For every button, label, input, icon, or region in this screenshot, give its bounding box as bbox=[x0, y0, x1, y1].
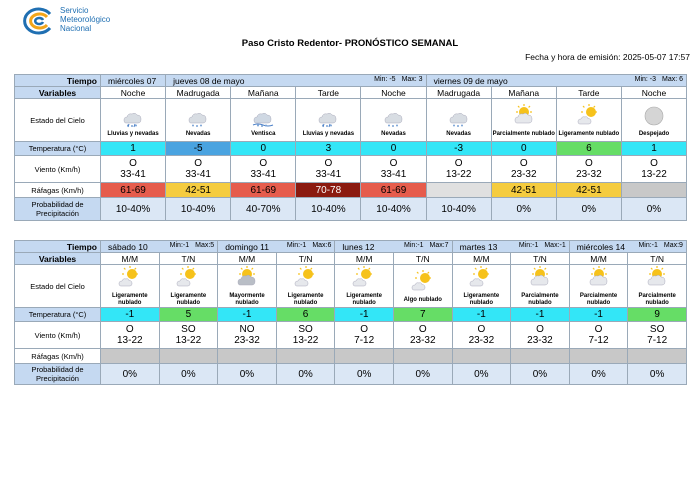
temp-cell: -1 bbox=[218, 308, 277, 322]
wind-cell bbox=[335, 322, 394, 349]
wind-speed: 7-12 bbox=[588, 335, 609, 346]
day-header: martes 13 Max:-1 Min:-1 bbox=[452, 241, 569, 253]
gust-cell bbox=[101, 349, 160, 364]
period-label: M/M bbox=[452, 253, 511, 265]
day-header: miércoles 14 Max:9 Min:-1 bbox=[569, 241, 686, 253]
sky-cell bbox=[276, 265, 335, 308]
wind-speed: 7-12 bbox=[354, 335, 375, 346]
sky-cell bbox=[511, 265, 570, 308]
wind-label: Viento (Km/h) bbox=[15, 322, 101, 349]
wind-speed: 33-41 bbox=[380, 169, 407, 180]
wind-speed: 33-41 bbox=[185, 169, 211, 180]
sky-cell bbox=[159, 265, 218, 308]
wind-cell bbox=[296, 156, 361, 183]
sky-cell bbox=[426, 99, 491, 142]
temp-cell: -1 bbox=[452, 308, 511, 322]
period-label: T/N bbox=[159, 253, 218, 265]
prob-cell: 0% bbox=[101, 364, 160, 385]
wind-cell bbox=[101, 156, 166, 183]
period-label: Madrugada bbox=[426, 87, 491, 99]
gust-cell bbox=[569, 349, 628, 364]
snow-cloud-icon bbox=[381, 103, 407, 129]
sky-text: Ventisca bbox=[251, 130, 276, 137]
gust-cell bbox=[426, 183, 491, 198]
wind-speed: 23-32 bbox=[576, 169, 602, 180]
prob-cell: 0% bbox=[491, 198, 556, 221]
gust-cell bbox=[621, 183, 686, 198]
sky-text: Lluvias y nevadas bbox=[107, 130, 159, 137]
prob-cell: 10-40% bbox=[361, 198, 426, 221]
moon-icon bbox=[641, 103, 667, 129]
wind-dir: SO bbox=[181, 324, 196, 335]
sky-text: Ligeramente nublado bbox=[287, 293, 324, 306]
sky-text: Mayormente nublado bbox=[229, 293, 265, 306]
wind-dir: SO bbox=[649, 324, 665, 335]
wind-speed: 23-32 bbox=[234, 335, 260, 346]
prob-cell: 0% bbox=[335, 364, 394, 385]
gust-cell bbox=[628, 349, 687, 364]
prob-label: Probabilidad de Precipitación bbox=[15, 364, 101, 385]
wind-speed: 23-32 bbox=[510, 169, 537, 180]
temp-cell: -3 bbox=[426, 142, 491, 156]
temp-cell: -1 bbox=[101, 308, 160, 322]
wind-dir: O bbox=[536, 324, 544, 335]
snow-cloud-icon bbox=[185, 103, 211, 129]
sky-text: Ligeramente nublado bbox=[111, 293, 148, 306]
wind-cell bbox=[101, 322, 160, 349]
sky-text: Ligeramente nublado bbox=[170, 293, 207, 306]
smn-logo bbox=[20, 6, 160, 40]
partly-cloudy-icon bbox=[644, 265, 670, 291]
wind-dir: SO bbox=[298, 324, 313, 335]
smn-logo-icon bbox=[20, 6, 56, 36]
sky-cell bbox=[101, 265, 160, 308]
tiempo-label: Tiempo bbox=[15, 75, 101, 87]
period-label: T/N bbox=[393, 253, 452, 265]
wind-cell bbox=[159, 322, 218, 349]
temp-cell: 5 bbox=[159, 308, 218, 322]
wind-speed: 33-41 bbox=[315, 169, 342, 180]
day-header: miércoles 07 bbox=[101, 75, 166, 87]
sun-cloud-icon bbox=[576, 103, 602, 129]
wind-speed: 13-22 bbox=[175, 335, 202, 346]
temp-cell: -1 bbox=[335, 308, 394, 322]
sky-text: Parcialmente nublado bbox=[579, 293, 618, 306]
sky-cell bbox=[452, 265, 511, 308]
forecast-table-short bbox=[14, 74, 687, 221]
wind-cell bbox=[276, 322, 335, 349]
org-name: Servicio Meteorológico Nacional bbox=[60, 6, 111, 33]
blizzard-icon bbox=[250, 103, 276, 129]
gust-cell bbox=[511, 349, 570, 364]
variables-label: Variables bbox=[15, 87, 101, 99]
prob-cell: 40-70% bbox=[231, 198, 296, 221]
wind-speed: 13-22 bbox=[292, 335, 319, 346]
snow-cloud-icon bbox=[446, 103, 472, 129]
forecast-table-extended bbox=[14, 240, 687, 385]
sky-text: Ligeramente nublado bbox=[346, 293, 383, 306]
temp-cell: 3 bbox=[296, 142, 361, 156]
sky-text: Nevadas bbox=[381, 130, 406, 137]
wind-dir: O bbox=[650, 158, 658, 169]
day-header: domingo 11 Max:6 Min:-1 bbox=[218, 241, 335, 253]
wind-speed: 13-22 bbox=[641, 169, 667, 180]
sky-text: Lluvias y nevadas bbox=[302, 130, 355, 137]
prob-cell: 0% bbox=[569, 364, 628, 385]
sky-cell bbox=[361, 99, 426, 142]
sky-cell bbox=[101, 99, 166, 142]
wind-cell bbox=[361, 156, 426, 183]
period-label: M/M bbox=[101, 253, 160, 265]
wind-dir: O bbox=[454, 158, 463, 169]
day-header: viernes 09 de mayo Max: 6 Min: -3 bbox=[426, 75, 686, 87]
prob-cell: 10-40% bbox=[296, 198, 361, 221]
prob-cell: 0% bbox=[276, 364, 335, 385]
temp-cell: 6 bbox=[276, 308, 335, 322]
wind-dir: O bbox=[125, 324, 134, 335]
sky-text: Despejado bbox=[638, 130, 670, 137]
day-header: lunes 12 Max:7 Min:-1 bbox=[335, 241, 452, 253]
wind-cell bbox=[231, 156, 296, 183]
prob-cell: 10-40% bbox=[426, 198, 491, 221]
temp-cell: 0 bbox=[361, 142, 426, 156]
sky-text: Nevadas bbox=[446, 130, 471, 137]
wind-dir: O bbox=[389, 158, 398, 169]
period-label: Tarde bbox=[556, 87, 621, 99]
sky-text: Parcialmente nublado bbox=[638, 293, 676, 306]
temp-cell: 0 bbox=[491, 142, 556, 156]
sky-cell bbox=[556, 99, 621, 142]
sky-text: Nevadas bbox=[185, 130, 211, 137]
wind-dir: O bbox=[360, 324, 369, 335]
gust-cell: 70-78 bbox=[296, 183, 361, 198]
wind-dir: O bbox=[418, 324, 427, 335]
sky-cell bbox=[231, 99, 296, 142]
sky-cell bbox=[393, 265, 452, 308]
wind-dir: O bbox=[324, 158, 333, 169]
sky-label: Estado del Cielo bbox=[15, 99, 101, 142]
period-label: M/M bbox=[569, 253, 628, 265]
temp-cell: 1 bbox=[621, 142, 686, 156]
wind-dir: O bbox=[129, 158, 137, 169]
period-label: Madrugada bbox=[166, 87, 231, 99]
period-label: Noche bbox=[361, 87, 426, 99]
wind-cell bbox=[621, 156, 686, 183]
partly-cloudy-icon bbox=[586, 265, 612, 291]
gust-cell: 42-51 bbox=[556, 183, 621, 198]
sky-text: Ligeramente nublado bbox=[558, 130, 620, 137]
wind-cell bbox=[426, 156, 491, 183]
temp-cell: 6 bbox=[556, 142, 621, 156]
sky-cell bbox=[335, 265, 394, 308]
wind-cell bbox=[491, 156, 556, 183]
wind-dir: O bbox=[477, 324, 486, 335]
prob-cell: 0% bbox=[628, 364, 687, 385]
gust-cell bbox=[218, 349, 277, 364]
wind-cell bbox=[556, 156, 621, 183]
prob-cell: 0% bbox=[621, 198, 686, 221]
sun-cloud-icon bbox=[117, 265, 143, 291]
wind-speed: 7-12 bbox=[647, 335, 668, 346]
emission-date: Fecha y hora de emisión: 2025-05-07 17:57 bbox=[525, 52, 690, 62]
wind-label: Viento (Km/h) bbox=[15, 156, 101, 183]
temp-cell: 1 bbox=[101, 142, 166, 156]
wind-cell bbox=[628, 322, 687, 349]
period-label: Mañana bbox=[231, 87, 296, 99]
prob-label: Probabilidad de Precipitación bbox=[15, 198, 101, 221]
gust-cell: 61-69 bbox=[101, 183, 166, 198]
wind-speed: 33-41 bbox=[250, 169, 277, 180]
prob-cell: 0% bbox=[393, 364, 452, 385]
wind-speed: 13-22 bbox=[117, 335, 143, 346]
gust-cell: 42-51 bbox=[491, 183, 556, 198]
prob-cell: 0% bbox=[556, 198, 621, 221]
sky-cell bbox=[296, 99, 361, 142]
sun-cloud-icon bbox=[175, 265, 201, 291]
gust-cell: 42-51 bbox=[166, 183, 231, 198]
wind-cell bbox=[393, 322, 452, 349]
wind-speed: 33-41 bbox=[120, 169, 146, 180]
period-label: T/N bbox=[276, 253, 335, 265]
wind-dir: O bbox=[259, 158, 268, 169]
sky-cell bbox=[491, 99, 556, 142]
sun-cloud-icon bbox=[468, 265, 494, 291]
sun-cloud-icon bbox=[410, 269, 436, 295]
wind-speed: 23-32 bbox=[409, 335, 436, 346]
mostly-cloudy-icon bbox=[234, 265, 260, 291]
sky-cell bbox=[569, 265, 628, 308]
sky-cell bbox=[218, 265, 277, 308]
wind-dir: O bbox=[519, 158, 528, 169]
wind-speed: 23-32 bbox=[468, 335, 495, 346]
wind-cell bbox=[452, 322, 511, 349]
prob-cell: 0% bbox=[218, 364, 277, 385]
variables-label: Variables bbox=[15, 253, 101, 265]
sky-text: Algo nublado bbox=[403, 296, 442, 303]
gust-label: Ráfagas (Km/h) bbox=[15, 183, 101, 198]
gust-cell: 61-69 bbox=[231, 183, 296, 198]
sky-text: Parcialmente nublado bbox=[492, 130, 555, 137]
prob-cell: 0% bbox=[511, 364, 570, 385]
wind-cell bbox=[511, 322, 570, 349]
sky-label: Estado del Cielo bbox=[15, 265, 101, 308]
temp-cell: -5 bbox=[166, 142, 231, 156]
period-label: T/N bbox=[628, 253, 687, 265]
snow-rain-icon bbox=[315, 103, 341, 129]
gust-cell bbox=[276, 349, 335, 364]
partly-cloudy-icon bbox=[527, 265, 553, 291]
period-label: Mañana bbox=[491, 87, 556, 99]
gust-label: Ráfagas (Km/h) bbox=[15, 349, 101, 364]
prob-cell: 0% bbox=[159, 364, 218, 385]
period-label: Noche bbox=[101, 87, 166, 99]
tiempo-label: Tiempo bbox=[15, 241, 101, 253]
wind-dir: O bbox=[594, 324, 603, 335]
prob-cell: 0% bbox=[452, 364, 511, 385]
wind-cell bbox=[218, 322, 277, 349]
wind-speed: 23-32 bbox=[527, 335, 553, 346]
period-label: Tarde bbox=[296, 87, 361, 99]
temp-label: Temperatura (°C) bbox=[15, 142, 101, 156]
wind-cell bbox=[166, 156, 231, 183]
wind-dir: O bbox=[194, 158, 203, 169]
sky-cell bbox=[628, 265, 687, 308]
temp-cell: 0 bbox=[231, 142, 296, 156]
sky-cell bbox=[166, 99, 231, 142]
period-label: M/M bbox=[335, 253, 394, 265]
temp-cell: -1 bbox=[511, 308, 570, 322]
temp-label: Temperatura (°C) bbox=[15, 308, 101, 322]
wind-speed: 13-22 bbox=[445, 169, 472, 180]
sky-text: Parcialmente nublado bbox=[521, 293, 559, 306]
period-label: Noche bbox=[621, 87, 686, 99]
sun-cloud-icon bbox=[293, 265, 319, 291]
sky-cell bbox=[621, 99, 686, 142]
page-title: Paso Cristo Redentor- PRONÓSTICO SEMANAL bbox=[241, 38, 459, 49]
day-header: jueves 08 de mayo Max: 3 Min: -5 bbox=[166, 75, 426, 87]
temp-cell: 7 bbox=[393, 308, 452, 322]
day-header: sábado 10 Max:5 Min:-1 bbox=[101, 241, 218, 253]
wind-dir: O bbox=[584, 158, 593, 169]
temp-cell: -1 bbox=[569, 308, 628, 322]
period-label: M/M bbox=[218, 253, 277, 265]
sun-cloud-icon bbox=[351, 265, 377, 291]
snow-rain-icon bbox=[120, 103, 146, 129]
partly-cloudy-icon bbox=[511, 103, 537, 129]
gust-cell: 61-69 bbox=[361, 183, 426, 198]
wind-cell bbox=[569, 322, 628, 349]
period-label: T/N bbox=[511, 253, 570, 265]
temp-cell: 9 bbox=[628, 308, 687, 322]
sky-text: Ligeramente nublado bbox=[463, 293, 500, 306]
prob-cell: 10-40% bbox=[166, 198, 231, 221]
prob-cell: 10-40% bbox=[101, 198, 166, 221]
gust-cell bbox=[159, 349, 218, 364]
gust-cell bbox=[452, 349, 511, 364]
gust-cell bbox=[393, 349, 452, 364]
gust-cell bbox=[335, 349, 394, 364]
wind-dir: NO bbox=[239, 324, 255, 335]
